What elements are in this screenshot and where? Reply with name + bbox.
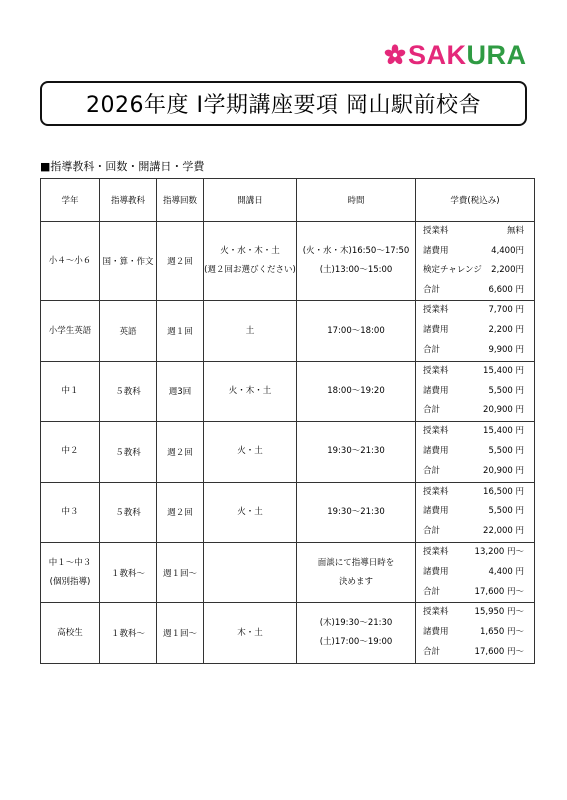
count-cell: 週１回～ bbox=[157, 542, 204, 602]
fee-line bbox=[416, 483, 534, 503]
header-count: 指導回数 bbox=[157, 179, 204, 222]
fee-value: 16,500 円 bbox=[483, 486, 524, 497]
time-cell bbox=[297, 603, 416, 663]
fee-line bbox=[416, 583, 534, 603]
page-title-box bbox=[40, 81, 527, 126]
fee-label: 授業料 bbox=[423, 607, 449, 618]
fee-cell bbox=[416, 542, 535, 602]
time-cell bbox=[297, 301, 416, 361]
grade-text: 小学生英語 bbox=[48, 325, 92, 336]
time-text: 決めます bbox=[338, 576, 373, 587]
fee-label: 合計 bbox=[423, 284, 441, 295]
fee-line bbox=[416, 281, 534, 301]
grade-text: 中３ bbox=[61, 506, 79, 517]
fee-label: 諸費用 bbox=[423, 445, 449, 456]
fee-list bbox=[416, 422, 534, 481]
time-cell bbox=[297, 361, 416, 421]
count-cell: 週１回 bbox=[157, 301, 204, 361]
subject-cell: ５教科 bbox=[100, 422, 157, 482]
days-text: 火・木・土 bbox=[228, 385, 272, 396]
time-cell bbox=[297, 422, 416, 482]
fee-label: 授業料 bbox=[423, 226, 449, 236]
table-row bbox=[41, 603, 535, 663]
grade-text: 高校生 bbox=[57, 627, 83, 638]
days-text: 火・土 bbox=[237, 506, 263, 517]
fee-value: 2,200 円 bbox=[488, 325, 524, 336]
header-time: 時間 bbox=[297, 179, 416, 222]
fee-line bbox=[416, 321, 534, 341]
grade-cell bbox=[41, 301, 100, 361]
fee-list bbox=[416, 301, 534, 360]
logo-text bbox=[408, 40, 527, 70]
fee-value: 17,600 円～ bbox=[474, 586, 524, 597]
fee-cell bbox=[416, 603, 535, 663]
fee-cell bbox=[416, 301, 535, 361]
subject-cell: 国・算・作文 bbox=[100, 222, 157, 301]
header-grade: 学年 bbox=[41, 179, 100, 222]
time-cell bbox=[297, 482, 416, 542]
fee-value: 20,900 円 bbox=[483, 405, 524, 416]
fee-line bbox=[416, 563, 534, 583]
fee-line bbox=[416, 603, 534, 623]
days-text: 木・土 bbox=[237, 627, 263, 638]
fee-value: 無料 bbox=[506, 226, 524, 236]
time-text: 面談にて指導日時を bbox=[317, 557, 395, 568]
time-cell bbox=[297, 542, 416, 602]
table-row bbox=[41, 361, 535, 421]
time-text: 18:00～19:20 bbox=[327, 385, 385, 396]
fee-value: 5,500 円 bbox=[488, 385, 524, 396]
grade-text: 中１～中３ bbox=[48, 557, 92, 568]
days-cell bbox=[204, 222, 297, 301]
sakura-logo bbox=[384, 40, 527, 70]
time-text: (火・水・木)16:50～17:50 bbox=[302, 246, 410, 257]
time-text: 19:30～21:30 bbox=[327, 446, 385, 457]
fee-label: 合計 bbox=[423, 465, 441, 476]
fee-label: 検定チャレンジ bbox=[423, 265, 482, 276]
fee-label: 授業料 bbox=[423, 426, 449, 437]
fee-value: 7,700 円 bbox=[488, 305, 524, 316]
days-cell bbox=[204, 482, 297, 542]
grade-text: 小４～小６ bbox=[48, 255, 92, 266]
fee-label: 合計 bbox=[423, 526, 441, 537]
fee-line bbox=[416, 422, 534, 442]
fee-line bbox=[416, 242, 534, 262]
table-row bbox=[41, 482, 535, 542]
fee-list bbox=[416, 603, 534, 662]
fee-label: 授業料 bbox=[423, 486, 449, 497]
fee-value: 4,400 円 bbox=[488, 566, 524, 577]
days-cell bbox=[204, 603, 297, 663]
count-cell: 週3回 bbox=[157, 361, 204, 421]
table-header-row bbox=[41, 179, 535, 222]
fee-label: 合計 bbox=[423, 344, 441, 355]
fee-value: 5,500 円 bbox=[488, 506, 524, 517]
table-row bbox=[41, 542, 535, 602]
days-note: (週２回お選びください) bbox=[204, 265, 296, 276]
time-text: (土)17:00～19:00 bbox=[319, 637, 393, 648]
fee-value: 2,200円 bbox=[491, 265, 524, 276]
fee-list bbox=[416, 222, 534, 300]
fee-list bbox=[416, 543, 534, 602]
days-cell bbox=[204, 542, 297, 602]
course-fee-table bbox=[40, 178, 535, 664]
count-cell: 週２回 bbox=[157, 422, 204, 482]
count-cell: 週２回 bbox=[157, 222, 204, 301]
fee-label: 授業料 bbox=[423, 546, 449, 557]
fee-value: 5,500 円 bbox=[488, 445, 524, 456]
fee-label: 合計 bbox=[423, 586, 441, 597]
fee-line bbox=[416, 401, 534, 421]
fee-label: 諸費用 bbox=[423, 385, 449, 396]
fee-cell bbox=[416, 222, 535, 301]
fee-line bbox=[416, 623, 534, 643]
fee-line bbox=[416, 462, 534, 482]
fee-line bbox=[416, 442, 534, 462]
table-row bbox=[41, 222, 535, 301]
fee-cell bbox=[416, 482, 535, 542]
sakura-flower-icon bbox=[384, 44, 406, 66]
fee-label: 諸費用 bbox=[423, 506, 449, 517]
time-cell bbox=[297, 222, 416, 301]
days-cell bbox=[204, 301, 297, 361]
subject-cell: １教科～ bbox=[100, 542, 157, 602]
fee-value: 20,900 円 bbox=[483, 465, 524, 476]
fee-line bbox=[416, 362, 534, 382]
days-cell bbox=[204, 422, 297, 482]
fee-value: 15,950 円～ bbox=[474, 607, 524, 618]
page-title: 2026年度 Ⅰ学期講座要項 岡山駅前校舎 bbox=[86, 93, 481, 118]
fee-line bbox=[416, 522, 534, 542]
fee-line bbox=[416, 643, 534, 663]
fee-line bbox=[416, 341, 534, 361]
fee-value: 15,400 円 bbox=[483, 365, 524, 376]
fee-value: 1,650 円～ bbox=[479, 627, 524, 638]
subject-cell: 英語 bbox=[100, 301, 157, 361]
days-cell bbox=[204, 361, 297, 421]
fee-list bbox=[416, 362, 534, 421]
fee-line bbox=[416, 261, 534, 281]
fee-value: 17,600 円～ bbox=[474, 646, 524, 657]
grade-cell bbox=[41, 422, 100, 482]
days-text: 火・土 bbox=[237, 446, 263, 457]
table-row bbox=[41, 422, 535, 482]
fee-label: 諸費用 bbox=[423, 325, 449, 336]
grade-text: 中２ bbox=[61, 446, 79, 457]
fee-cell bbox=[416, 361, 535, 421]
time-text: 19:30～21:30 bbox=[327, 506, 385, 517]
subject-cell: ５教科 bbox=[100, 482, 157, 542]
grade-text: 中１ bbox=[61, 385, 79, 396]
fee-line bbox=[416, 222, 534, 242]
grade-note: (個別指導) bbox=[49, 576, 91, 587]
time-text: (土)13:00～15:00 bbox=[319, 265, 393, 276]
logo-text-sak: SAK bbox=[408, 40, 467, 70]
fee-line bbox=[416, 543, 534, 563]
fee-value: 22,000 円 bbox=[483, 526, 524, 537]
fee-cell bbox=[416, 422, 535, 482]
grade-cell bbox=[41, 542, 100, 602]
fee-value: 6,600 円 bbox=[488, 284, 524, 295]
time-text: 17:00～18:00 bbox=[327, 325, 385, 336]
fee-value: 15,400 円 bbox=[483, 426, 524, 437]
header-fee: 学費(税込み) bbox=[416, 179, 535, 222]
subject-cell: １教科～ bbox=[100, 603, 157, 663]
fee-value: 4,400円 bbox=[491, 245, 524, 256]
logo-text-ura: URA bbox=[466, 40, 527, 70]
grade-cell bbox=[41, 222, 100, 301]
fee-line bbox=[416, 502, 534, 522]
section-title: ■指導教科・回数・開講日・学費 bbox=[40, 160, 205, 173]
fee-value: 13,200 円～ bbox=[474, 546, 524, 557]
days-text: 火・水・木・土 bbox=[220, 246, 280, 257]
days-text: 土 bbox=[245, 325, 255, 336]
count-cell: 週２回 bbox=[157, 482, 204, 542]
fee-label: 諸費用 bbox=[423, 245, 449, 256]
fee-line bbox=[416, 301, 534, 321]
grade-cell bbox=[41, 603, 100, 663]
time-text: (木)19:30～21:30 bbox=[319, 618, 393, 629]
header-subject: 指導教科 bbox=[100, 179, 157, 222]
grade-cell bbox=[41, 482, 100, 542]
fee-label: 授業料 bbox=[423, 305, 449, 316]
subject-cell: ５教科 bbox=[100, 361, 157, 421]
fee-line bbox=[416, 382, 534, 402]
fee-label: 諸費用 bbox=[423, 566, 449, 577]
table-row bbox=[41, 301, 535, 361]
header-days: 開講日 bbox=[204, 179, 297, 222]
fee-label: 合計 bbox=[423, 646, 441, 657]
fee-list bbox=[416, 483, 534, 542]
grade-cell bbox=[41, 361, 100, 421]
fee-label: 授業料 bbox=[423, 365, 449, 376]
fee-label: 合計 bbox=[423, 405, 441, 416]
count-cell: 週１回～ bbox=[157, 603, 204, 663]
fee-value: 9,900 円 bbox=[488, 344, 524, 355]
fee-label: 諸費用 bbox=[423, 627, 449, 638]
